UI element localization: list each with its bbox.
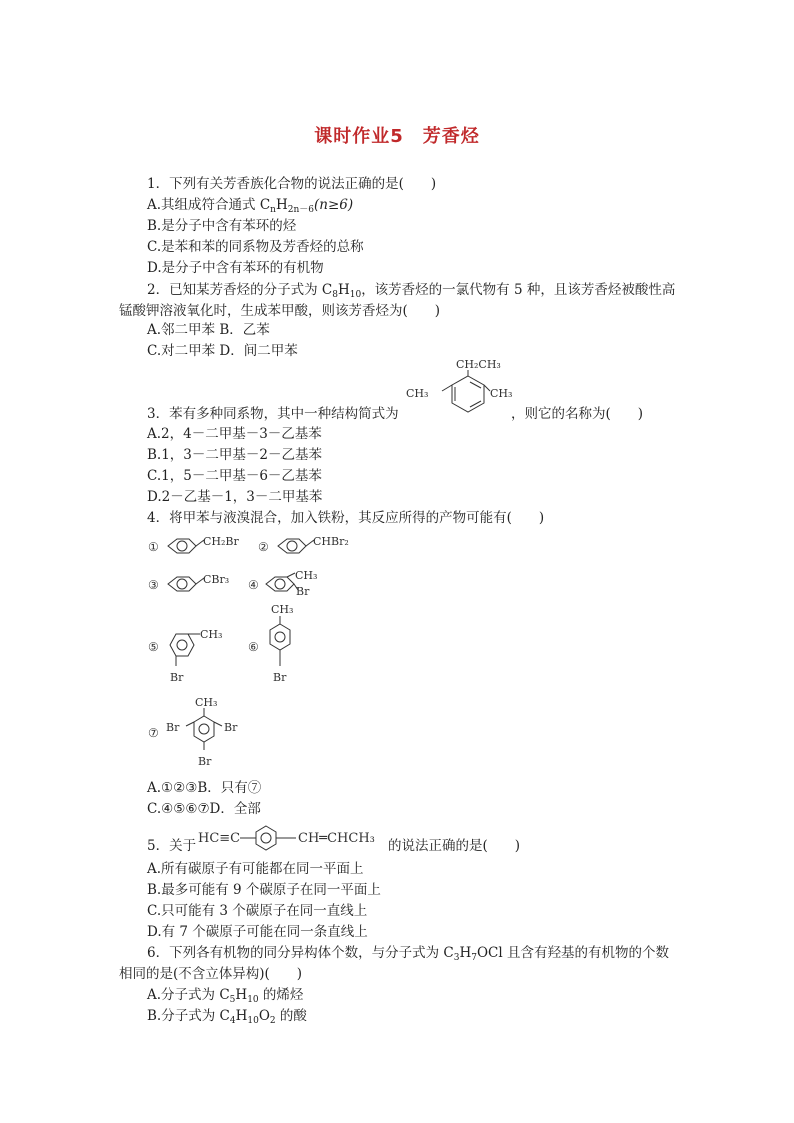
q3-stem-pre: 3．苯有多种同系物，其中一种结构简式为 xyxy=(147,406,399,422)
q4-s7-methyl: CH₃ xyxy=(195,696,218,709)
q3-option-c: C.1，5－二甲基－6－乙基苯 xyxy=(147,468,322,484)
q4-label-3: ③ xyxy=(148,578,159,592)
q4-s1-group: CH₂Br xyxy=(203,535,239,548)
q2-options-ab: A.邻二甲苯 B．乙苯 xyxy=(147,322,270,338)
q1-option-b: B.是分子中含有苯环的烃 xyxy=(147,218,297,234)
q4-s6-bromo: Br xyxy=(273,671,287,684)
q4-structure-4 xyxy=(266,569,317,598)
q5-option-d: D.有 7 个碳原子可能在同一条直线上 xyxy=(147,924,368,940)
q3-option-a: A.2，4－二甲基－3－乙基苯 xyxy=(147,426,322,442)
q4-label-5: ⑤ xyxy=(148,640,159,654)
q1-option-a: A.其组成符合通式 $C_nH_{2n-6}(n\ge 6)$ xyxy=(147,197,354,215)
q3-option-b: B.1，3－二甲基－2－乙基苯 xyxy=(147,447,322,463)
q3-struct-left-group: CH₃ xyxy=(406,387,429,400)
q4-s5-methyl: CH₃ xyxy=(200,628,223,641)
q4-label-7: ⑦ xyxy=(148,726,159,740)
q4-s7-bromo-right: Br xyxy=(224,721,238,734)
q3-option-d: D.2－乙基－1，3－二甲基苯 xyxy=(147,489,323,505)
q5-structure-diagram xyxy=(196,822,390,854)
q1-option-d: D.是分子中含有苯环的有机物 xyxy=(147,260,324,276)
q6-option-a: A.分子式为 $C_5H_{10}$ 的烯烃 xyxy=(147,987,304,1005)
q6-option-b: B.分子式为 $C_4H_{10}O_2$ 的酸 xyxy=(147,1008,307,1026)
q4-s5-bromo: Br xyxy=(170,671,184,684)
q4-structure-7 xyxy=(166,696,238,768)
q4-options-ab: A.①②③B．只有⑦ xyxy=(147,780,262,796)
q3-struct-right-group: CH₃ xyxy=(490,387,513,400)
q4-s6-methyl: CH₃ xyxy=(271,603,294,616)
q5-option-b: B.最多可能有 9 个碳原子在同一平面上 xyxy=(147,882,381,898)
q5-left-group: HC≡C xyxy=(198,831,241,846)
q2-options-cd: C.对二甲苯 D．间二甲苯 xyxy=(147,343,298,359)
q4-label-2: ② xyxy=(258,540,269,554)
q4-label-4: ④ xyxy=(248,578,259,592)
q5-stem-pre: 5．关于 xyxy=(147,838,197,854)
q4-structures xyxy=(140,528,390,778)
q2-stem-line1: 2．已知某芳香烃的分子式为 $C_8H_{10}$，该芳香烃的一氯代物有 5 种，且该芳香烃被酸性高 xyxy=(147,282,676,300)
q1-stem: 1．下列有关芳香族化合物的说法正确的是( ) xyxy=(147,176,437,192)
q4-s4-methyl: CH₃ xyxy=(295,569,318,582)
q4-stem: 4．将甲苯与液溴混合，加入铁粉，其反应所得的产物可能有( ) xyxy=(147,510,545,526)
q3-stem-post: ，则它的名称为( ) xyxy=(511,406,644,422)
page-title: 课时作业5 芳香烃 xyxy=(314,126,480,147)
q4-structure-1 xyxy=(168,535,240,553)
q5-right-group: CH═CHCH₃ xyxy=(298,831,375,846)
q1-option-c: C.是苯和苯的同系物及芳香烃的总称 xyxy=(147,239,364,255)
q4-label-1: ① xyxy=(148,540,159,554)
q4-options-cd: C.④⑤⑥⑦D．全部 xyxy=(147,801,261,817)
q4-label-6: ⑥ xyxy=(248,640,259,654)
q4-s7-bromo-left: Br xyxy=(166,721,180,734)
q4-structure-5 xyxy=(170,628,222,684)
q5-option-c: C.只可能有 3 个碳原子在同一直线上 xyxy=(147,903,368,919)
q6-stem-line1: 6．下列各有机物的同分异构体个数，与分子式为 $C_3H_7OCl$ 且含有羟基的有机物的个数 xyxy=(147,945,669,963)
q4-structure-6 xyxy=(270,603,293,684)
q4-s4-bromo: Br xyxy=(296,585,310,598)
q4-structure-3 xyxy=(168,573,229,591)
q4-s3-group: CBr₃ xyxy=(203,573,230,586)
q5-option-a: A.所有碳原子有可能都在同一平面上 xyxy=(147,861,364,877)
q4-s7-bromo-bottom: Br xyxy=(198,755,212,768)
q4-structure-2 xyxy=(278,535,349,553)
q4-s2-group: CHBr₂ xyxy=(313,535,349,548)
q6-stem-line2: 相同的是(不含立体异构)( ) xyxy=(119,966,303,982)
q2-stem-line2: 锰酸钾溶液氧化时，生成苯甲酸，则该芳香烃为( ) xyxy=(119,303,441,319)
q3-struct-top-group: CH₂CH₃ xyxy=(456,358,501,371)
q5-stem-post: 的说法正确的是( ) xyxy=(388,838,521,854)
